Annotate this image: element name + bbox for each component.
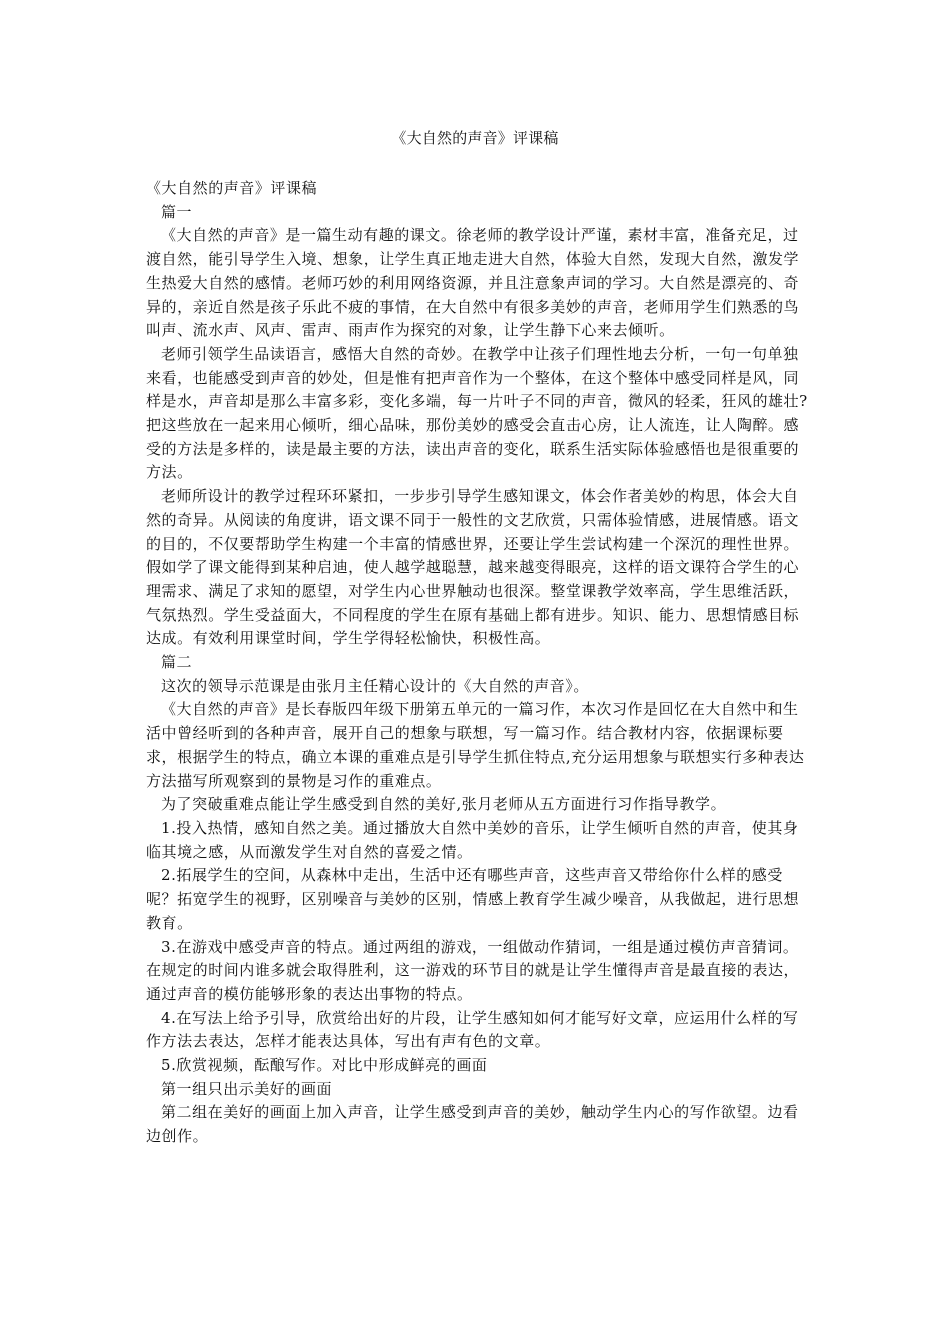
paragraph: 第二组在美好的画面上加入声音，让学生感受到声音的美妙，触动学生内心的写作欲望。边看边创作。	[146, 1103, 799, 1146]
paragraph: 老师引领学生品读语言，感悟大自然的奇妙。在教学中让孩子们理性地去分析，一句一句单独来看，也能感受到声音的妙处，但是惟有把声音作为一个整体，在这个整体中感受同样是风，同样是水，声音却是那么丰富多彩，变化多端，每一片叶子不同的声音，微风的轻柔，狂风的雄壮?把这些放在一起来用心倾听，细心品味，那份美妙的感受会直击心房，让人流连，让人陶醉。感受的方法是多样的，读是最主要的方法，读出声音的变化，联系生活实际体验感悟也是很重要的方法。	[146, 344, 808, 482]
section-heading-1: 篇一	[161, 202, 193, 221]
paragraph: 《大自然的声音》是长春版四年级下册第五单元的一篇习作，本次习作是回忆在大自然中和生活中曾经听到的各种声音，展开自己的想象与联想，写一篇习作。结合教材内容，依据课标要求，根据学生的特点，确立本课的重难点是引导学生抓住特点,充分运用想象与联想实行多种表达方法描写所观察到的景物是习作的重难点。	[146, 700, 805, 790]
paragraph: 老师所设计的教学过程环环紧扣，一步步引导学生感知课文，体会作者美妙的构思，体会大自然的奇异。从阅读的角度讲，语文课不同于一般性的文艺欣赏，只需体验情感，进展情感。语文的目的，不仅要帮助学生构建一个丰富的情感世界，还要让学生尝试构建一个深沉的理性世界。假如学了课文能得到某种启迪，使人越学越聪慧，越来越变得眼亮，这样的语文课符合学生的心理需求、满足了求知的愿望，对学生内心世界触动也很深。整堂课教学效率高，学生思维活跃，气氛热烈。学生受益面大，不同程度的学生在原有基础上都有进步。知识、能力、思想情感目标达成。有效利用课堂时间，学生学得轻松愉快，积极性高。	[146, 487, 800, 648]
paragraph: 《大自然的声音》是一篇生动有趣的课文。徐老师的教学设计严谨，素材丰富，准备充足，过渡自然，能引导学生入境、想象，让学生真正地走进大自然，体验大自然，发现大自然，激发学生热爱大自然的感情。老师巧妙的利用网络资源，并且注意象声词的学习。大自然是漂亮的、奇异的，亲近自然是孩子乐此不疲的事情，在大自然中有很多美妙的声音，老师用学生们熟悉的鸟叫声、流水声、风声、雷声、雨声作为探究的对象，让学生静下心来去倾听。	[146, 226, 800, 340]
document-subtitle: 《大自然的声音》评课稿	[146, 179, 318, 197]
document-body	[146, 177, 810, 1149]
list-item: 3.在游戏中感受声音的特点。通过两组的游戏，一组做动作猜词，一组是通过模仿声音猜词。在规定的时间内谁多就会取得胜利，这一游戏的环节目的就是让学生懂得声音是最直接的表达，通过声音的模仿能够形象的表达出事物的特点。	[146, 937, 800, 1003]
paragraph: 第一组只出示美好的画面	[161, 1079, 333, 1098]
list-item: 4.在写法上给予引导，欣赏给出好的片段，让学生感知如何才能写好文章，应运用什么样的写作方法去表达，怎样才能表达具体，写出有声有色的文章。	[146, 1008, 799, 1051]
list-item: 1.投入热情，感知自然之美。通过播放大自然中美妙的音乐，让学生倾听自然的声音，使其身临其境之感，从而激发学生对自然的喜爱之情。	[146, 818, 799, 861]
section-heading-2: 篇二	[161, 653, 193, 672]
paragraph: 为了突破重难点能让学生感受到自然的美好,张月老师从五方面进行习作指导教学。	[161, 795, 727, 814]
paragraph: 这次的领导示范课是由张月主任精心设计的《大自然的声音》。	[161, 676, 589, 695]
document-title: 《大自然的声音》评课稿	[391, 129, 559, 147]
list-item: 2.拓展学生的空间，从森林中走出，生活中还有哪些声音，这些声音又带给你什么样的感受呢？拓宽学生的视野，区别噪音与美妙的区别，情感上教育学生减少噪音，从我做起，进行思想教育。	[146, 866, 800, 932]
list-item: 5.欣赏视频，酝酿写作。对比中形成鲜亮的画面	[161, 1056, 488, 1075]
